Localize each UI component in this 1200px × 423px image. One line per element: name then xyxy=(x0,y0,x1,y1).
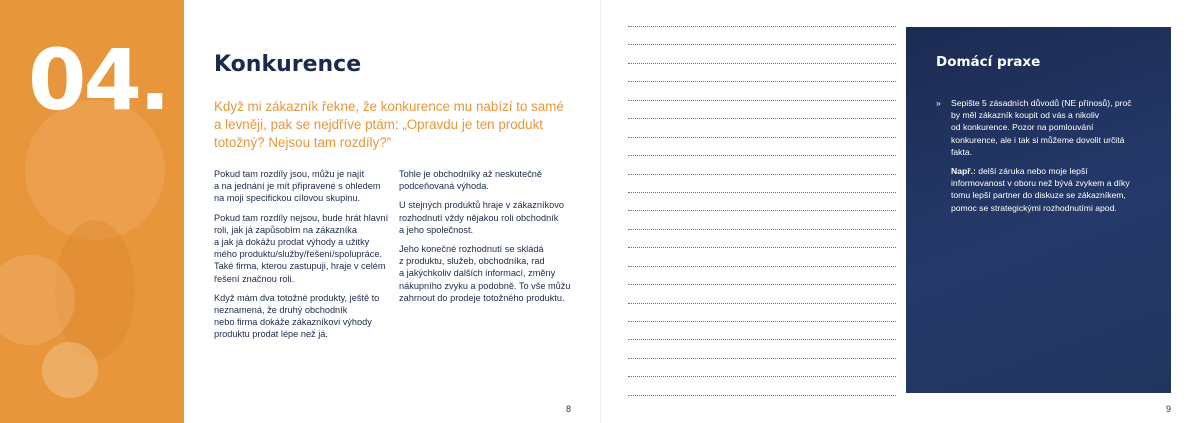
page-number-left: 8 xyxy=(566,404,572,414)
page-title: Konkurence xyxy=(214,52,362,77)
notes-lines xyxy=(628,26,896,413)
writing-line xyxy=(628,118,896,119)
example-note xyxy=(951,165,1161,214)
box-title: Domácí praxe xyxy=(936,54,1041,70)
paragraph: Pokud tam rozdíly nejsou, bude hrát hlavní roli, jak já zapůsobím na zákazníka a jak já dokážu prodat výhody a užitky mého produktu/služby/řešení/spolupráce. Také firma, kterou zastupuji, hraje v celém řešení značnou roli. xyxy=(214,212,389,284)
bullet-chevron-icon: » xyxy=(936,98,941,108)
example-text: delší záruka nebo moje lepší informovanost v oboru než bývá zvykem a díky tomu lepší partner do diskuze se zákazníkem, pomoc se strategickými rozhodnutími apod. xyxy=(951,166,1130,213)
writing-line xyxy=(628,44,896,45)
writing-line xyxy=(628,229,896,230)
text-column-left xyxy=(214,168,389,348)
page-number-right: 9 xyxy=(1166,404,1172,414)
example-label: Např.: xyxy=(951,166,976,177)
writing-line xyxy=(628,192,896,193)
chapter-number: 04. xyxy=(28,31,168,129)
writing-line xyxy=(628,26,896,27)
writing-line xyxy=(628,247,896,248)
writing-line xyxy=(628,155,896,156)
bullet-text: Sepište 5 zásadních důvodů (NE přínosů), proč by měl zákazník koupit od vás a nikoliv od konkurence. Pozor na pomlouvání konkurence, ale i tak si můžeme dovolit určitá fakta. xyxy=(951,98,1132,157)
writing-line xyxy=(628,395,896,396)
writing-line xyxy=(628,210,896,211)
writing-line xyxy=(628,174,896,175)
writing-line xyxy=(628,266,896,267)
chapter-sidebar xyxy=(0,0,184,423)
writing-line xyxy=(628,63,896,64)
writing-line xyxy=(628,321,896,322)
writing-line xyxy=(628,358,896,359)
text-column-right xyxy=(399,168,584,311)
writing-line xyxy=(628,339,896,340)
paragraph: Jeho konečné rozhodnutí se skládá z produktu, služeb, obchodníka, rad a jakýchkoliv dalších informací, změny nákupního zvyku a podobně. To vše můžu zahrnout do prodeje totožného produktu. xyxy=(399,244,571,303)
writing-line xyxy=(628,284,896,285)
bullet-item xyxy=(936,97,1161,214)
home-practice-box xyxy=(906,27,1171,393)
writing-line xyxy=(628,81,896,82)
writing-line xyxy=(628,137,896,138)
lead-paragraph: Když mi zákazník řekne, že konkurence mu nabízí to samé a levněji, pak se nejdříve ptám: „Opravdu je ten produkt totožný? Nejsou tam rozdíly?” xyxy=(214,99,564,150)
paragraph: Když mám dva totožné produkty, ještě to neznamená, že druhý obchodník nebo firma dokáže zákazníkovi výhody produktu prodat lépe než já. xyxy=(214,292,380,340)
writing-line xyxy=(628,303,896,304)
page-gutter xyxy=(600,0,601,423)
paragraph: Tohle je obchodníky až neskutečně podceňovaná výhoda. xyxy=(399,169,543,192)
paragraph: U stejných produktů hraje v zákazníkovo rozhodnutí vždy nějakou roli obchodník a jeho společnost. xyxy=(399,200,564,235)
paragraph: Pokud tam rozdíly jsou, můžu je najít a na jednání je mít připravené s ohledem na moji specifickou cílovou skupinu. xyxy=(214,169,381,204)
writing-line xyxy=(628,376,896,377)
writing-line xyxy=(628,100,896,101)
